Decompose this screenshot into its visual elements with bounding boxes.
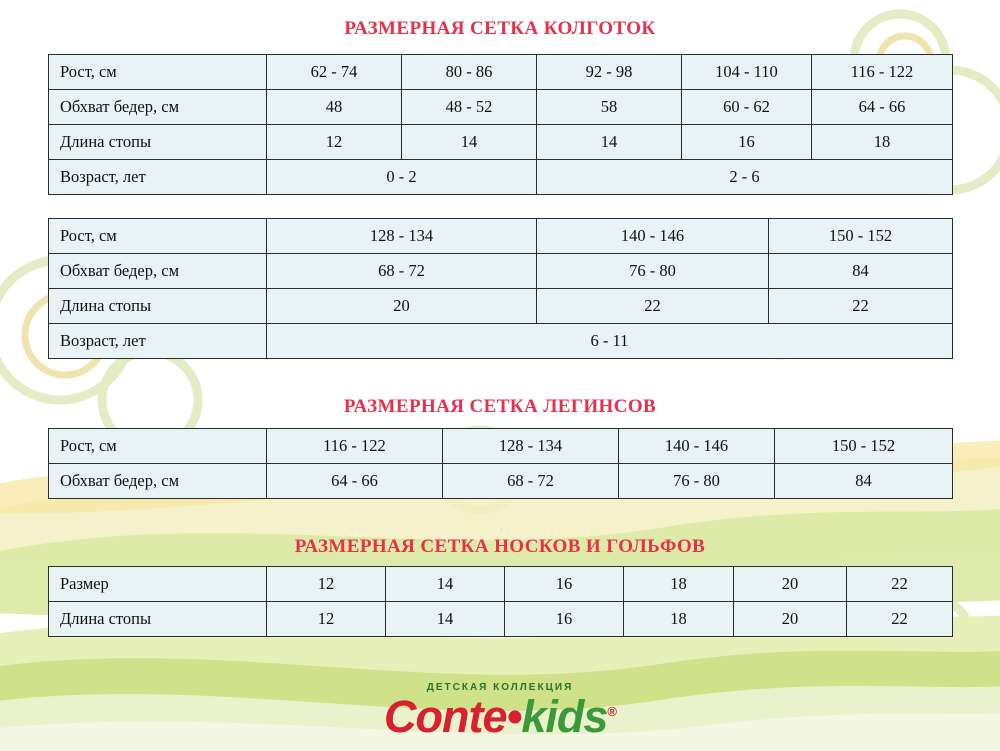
- table-row: [49, 125, 953, 160]
- table-cell: 18: [624, 602, 734, 637]
- table-cell: 22: [537, 289, 769, 324]
- row-label: Длина стопы: [49, 289, 267, 324]
- table-tights-1: [48, 54, 953, 195]
- table-cell: 16: [682, 125, 812, 160]
- table-cell: 104 - 110: [682, 55, 812, 90]
- size-table: [48, 428, 953, 499]
- table-cell: 128 - 134: [443, 429, 619, 464]
- table-cell: 84: [769, 254, 953, 289]
- logo-registered-mark: ®: [607, 704, 616, 719]
- table-cell: 16: [505, 602, 624, 637]
- table-cell: 64 - 66: [267, 464, 443, 499]
- table-row: [49, 219, 953, 254]
- row-label: Обхват бедер, см: [49, 90, 267, 125]
- table-cell: 14: [537, 125, 682, 160]
- table-cell: 22: [847, 602, 953, 637]
- table-cell: 76 - 80: [619, 464, 775, 499]
- row-label: Длина стопы: [49, 602, 267, 637]
- table-cell: 62 - 74: [267, 55, 402, 90]
- table-cell: 84: [775, 464, 953, 499]
- table-cell: 14: [402, 125, 537, 160]
- table-socks: [48, 566, 953, 637]
- table-cell: 116 - 122: [812, 55, 953, 90]
- logo-wordmark: [384, 691, 616, 743]
- table-row: [49, 289, 953, 324]
- section-title-socks: РАЗМЕРНАЯ СЕТКА НОСКОВ И ГОЛЬФОВ: [294, 536, 706, 557]
- size-table: [48, 218, 953, 359]
- table-row: [49, 324, 953, 359]
- brand-logo: [0, 682, 1000, 743]
- logo-brand-second: kids: [521, 691, 608, 742]
- section-title-tights: РАЗМЕРНАЯ СЕТКА КОЛГОТОК: [344, 18, 656, 39]
- table-tights-2: [48, 218, 953, 359]
- section-title-leggings: РАЗМЕРНАЯ СЕТКА ЛЕГИНСОВ: [343, 396, 657, 417]
- table-cell: 14: [386, 602, 505, 637]
- table-cell: 22: [847, 567, 953, 602]
- row-label: Возраст, лет: [49, 160, 267, 195]
- table-cell: 116 - 122: [267, 429, 443, 464]
- table-cell: 18: [812, 125, 953, 160]
- row-label: Возраст, лет: [49, 324, 267, 359]
- table-row: [49, 602, 953, 637]
- table-cell: 64 - 66: [812, 90, 953, 125]
- logo-brand-dot: •: [506, 691, 522, 742]
- table-row: [49, 464, 953, 499]
- table-row: [49, 90, 953, 125]
- row-label: Рост, см: [49, 219, 267, 254]
- table-row: [49, 160, 953, 195]
- table-cell: 140 - 146: [619, 429, 775, 464]
- logo-tagline: ДЕТСКАЯ КОЛЛЕКЦИЯ: [426, 682, 574, 693]
- table-cell: 60 - 62: [682, 90, 812, 125]
- table-cell: 150 - 152: [769, 219, 953, 254]
- table-row: [49, 567, 953, 602]
- table-cell: 6 - 11: [267, 324, 953, 359]
- size-table: [48, 54, 953, 195]
- table-row: [49, 55, 953, 90]
- table-cell: 20: [734, 567, 847, 602]
- table-cell: 80 - 86: [402, 55, 537, 90]
- table-cell: 12: [267, 567, 386, 602]
- table-cell: 76 - 80: [537, 254, 769, 289]
- row-label: Размер: [49, 567, 267, 602]
- logo-brand-first: Conte: [384, 691, 507, 742]
- table-cell: 68 - 72: [443, 464, 619, 499]
- size-table: [48, 566, 953, 637]
- table-cell: 16: [505, 567, 624, 602]
- table-cell: 140 - 146: [537, 219, 769, 254]
- table-cell: 48: [267, 90, 402, 125]
- table-cell: 128 - 134: [267, 219, 537, 254]
- table-cell: 58: [537, 90, 682, 125]
- table-cell: 2 - 6: [537, 160, 953, 195]
- table-cell: 68 - 72: [267, 254, 537, 289]
- table-cell: 12: [267, 125, 402, 160]
- table-row: [49, 254, 953, 289]
- table-leggings: [48, 428, 953, 499]
- table-cell: 20: [267, 289, 537, 324]
- table-cell: 18: [624, 567, 734, 602]
- row-label: Рост, см: [49, 55, 267, 90]
- row-label: Обхват бедер, см: [49, 254, 267, 289]
- table-cell: 92 - 98: [537, 55, 682, 90]
- row-label: Рост, см: [49, 429, 267, 464]
- table-cell: 14: [386, 567, 505, 602]
- table-cell: 12: [267, 602, 386, 637]
- table-cell: 22: [769, 289, 953, 324]
- table-row: [49, 429, 953, 464]
- row-label: Длина стопы: [49, 125, 267, 160]
- table-cell: 0 - 2: [267, 160, 537, 195]
- table-cell: 20: [734, 602, 847, 637]
- table-cell: 150 - 152: [775, 429, 953, 464]
- table-cell: 48 - 52: [402, 90, 537, 125]
- row-label: Обхват бедер, см: [49, 464, 267, 499]
